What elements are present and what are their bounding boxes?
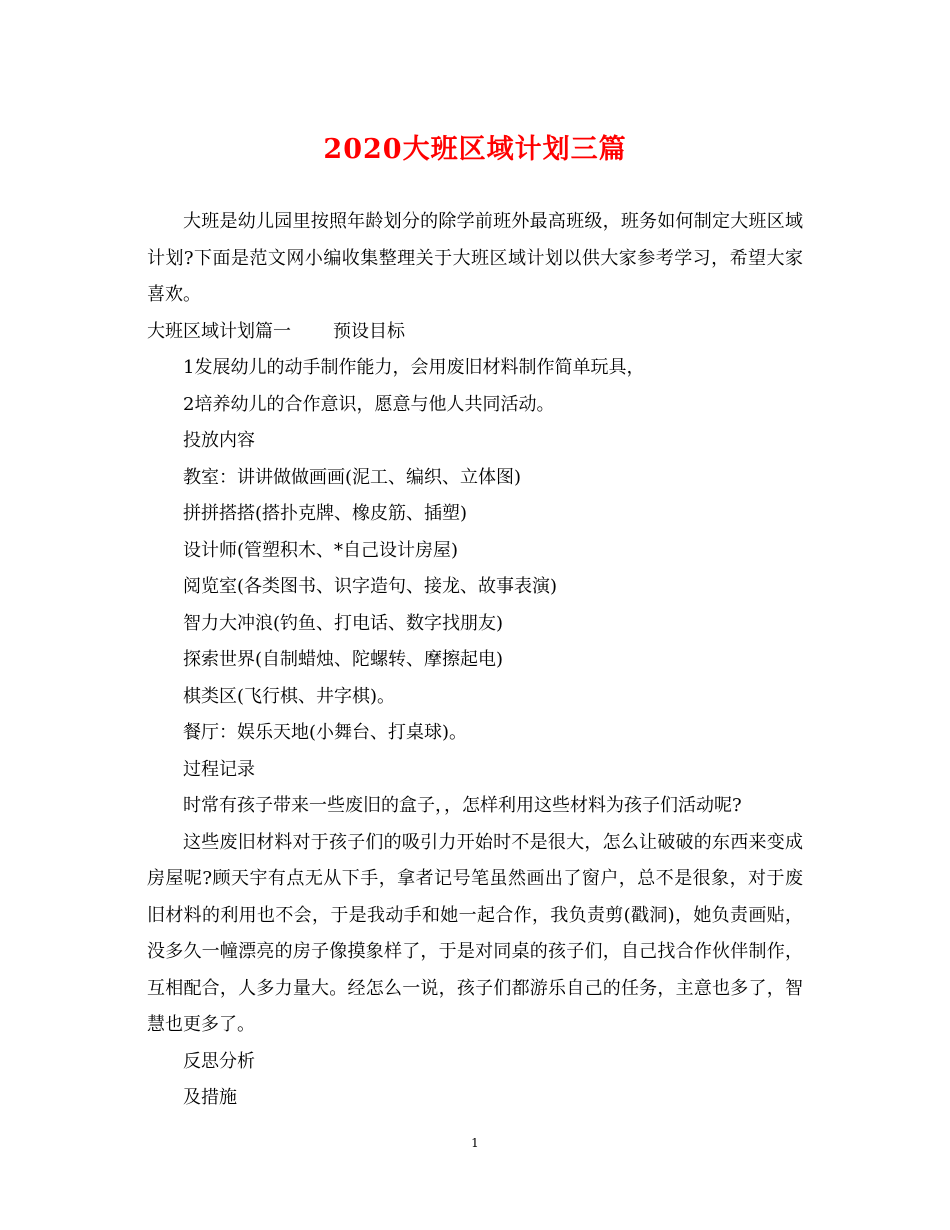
content-heading: 投放内容 bbox=[183, 430, 255, 451]
content-item-classroom: 教室：讲讲做做画画(泥工、编织、立体图) bbox=[183, 466, 522, 488]
page-number: 1 bbox=[471, 1136, 479, 1150]
section-heading-line bbox=[147, 314, 803, 351]
measures-heading: 及措施 bbox=[183, 1087, 237, 1108]
content-item-dining: 餐厅：娱乐天地(小舞台、打桌球)。 bbox=[183, 722, 468, 743]
reflection-heading: 反思分析 bbox=[183, 1050, 255, 1072]
content-item-designer: 设计师(管塑积木、*自己设计房屋) bbox=[183, 539, 459, 561]
content-item-intelligence: 智力大冲浪(钓鱼、打电话、数字找朋友) bbox=[183, 612, 504, 634]
goal-item-1: 1发展幼儿的动手制作能力，会用废旧材料制作简单玩具， bbox=[183, 357, 645, 378]
content-item-building: 拼拼搭搭(搭扑克牌、橡皮筋、插塑) bbox=[183, 503, 468, 524]
goal-item-2: 2培养幼儿的合作意识，愿意与他人共同活动。 bbox=[183, 393, 555, 415]
document-body bbox=[147, 204, 803, 1117]
section-heading: 大班区域计划篇一 bbox=[147, 320, 291, 342]
content-item-reading-room: 阅览室(各类图书、识字造句、接龙、故事表演) bbox=[183, 576, 558, 597]
process-heading: 过程记录 bbox=[183, 758, 255, 780]
process-paragraph-2: 这些废旧材料对于孩子们的吸引力开始时不是很大，怎么让破破的东西来变成房屋呢?顾天宇有点无从下手，拿者记号笔虽然画出了窗户，总不是很象，对于废旧材料的利用也不会，于是我动手和她一起合作，我负责剪(戳洞)，她负责画贴，没多久一幢漂亮的房子像摸象样了，于是对同桌的孩子们，自己找合作伙伴制作，互相配合，人多力量大。经怎么一说，孩子们都游乐自己的任务，主意也多了，智慧也更多了。 bbox=[147, 831, 803, 1035]
document-title: 2020大班区域计划三篇 bbox=[323, 134, 627, 165]
content-item-explore: 探索世界(自制蜡烛、陀螺转、摩擦起电) bbox=[183, 649, 504, 670]
section-subheading: 预设目标 bbox=[333, 320, 405, 342]
process-paragraph-1: 时常有孩子带来一些废旧的盒子，，怎样利用这些材料为孩子们活动呢? bbox=[183, 795, 742, 816]
intro-paragraph: 大班是幼儿园里按照年龄划分的除学前班外最高班级，班务如何制定大班区域计划?下面是范文网小编收集整理关于大班区域计划以供大家参考学习，希望大家喜欢。 bbox=[147, 211, 803, 305]
content-item-chess: 棋类区(飞行棋、井字棋)。 bbox=[183, 685, 396, 707]
